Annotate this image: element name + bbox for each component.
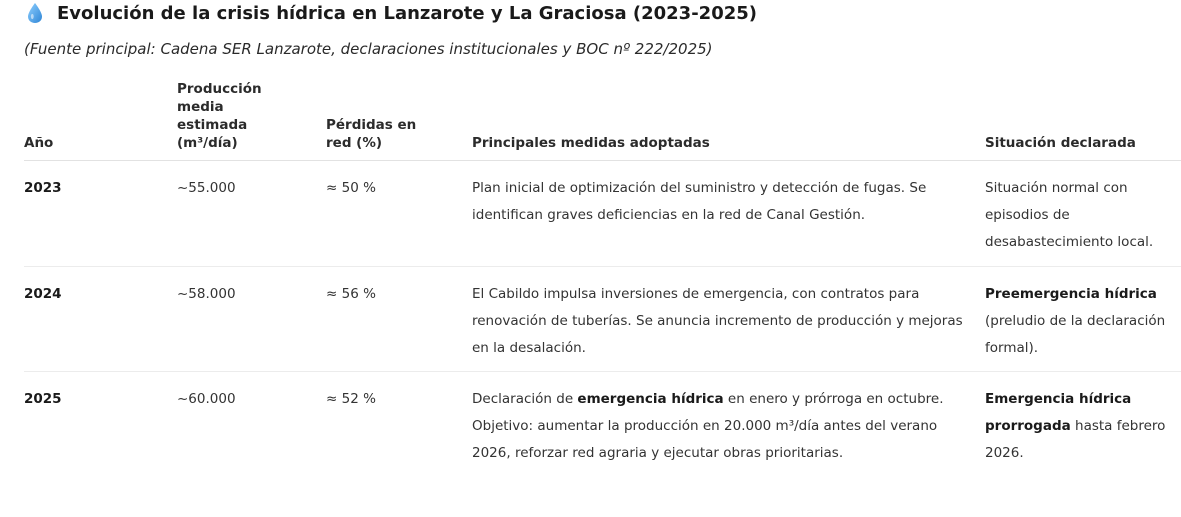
situation-emphasis: Preemergencia hídrica: [985, 286, 1157, 302]
page-title: Evolución de la crisis hídrica en Lanzarote y La Graciosa (2023-2025): [57, 2, 757, 24]
table-row: [24, 267, 1181, 372]
cell-situation: Situación normal con episodios de desabastecimiento local.: [985, 180, 1154, 250]
header-year: Año: [24, 135, 54, 151]
cell-situation: [985, 281, 1181, 362]
table-row: [24, 161, 1181, 267]
measures-detail: en enero y prórroga en octubre. Objetivo: aumentar la producción en 20.000 m³/día antes del verano 2026, reforzar red agraria y ejecutar obras prioritarias.: [472, 391, 944, 461]
cell-production: ~58.000: [177, 286, 236, 302]
situation-emphasis: Emergencia hídrica prorrogada: [985, 391, 1132, 434]
header-production: Producción media estimada (m³/día): [177, 81, 262, 151]
cell-situation: [985, 386, 1181, 467]
cell-losses: ≈ 56 %: [326, 286, 376, 302]
cell-measures: Plan inicial de optimización del suministro y detección de fugas. Se identifican graves deficiencias en la red de Canal Gestión.: [472, 180, 927, 223]
cell-measures: [472, 386, 967, 467]
crisis-table: [24, 78, 1181, 482]
cell-year: 2024: [24, 286, 62, 302]
source-note: (Fuente principal: Cadena SER Lanzarote, declaraciones institucionales y BOC nº 222/2025): [24, 40, 713, 58]
situation-detail: hasta febrero 2026.: [985, 418, 1166, 461]
cell-losses: ≈ 50 %: [326, 180, 376, 196]
table-header: [24, 78, 1181, 161]
cell-year: 2023: [24, 180, 62, 196]
cell-losses: ≈ 52 %: [326, 391, 376, 407]
header-losses: Pérdidas en red (%): [326, 117, 417, 151]
header-situation: Situación declarada: [985, 135, 1136, 151]
cell-measures: El Cabildo impulsa inversiones de emergencia, con contratos para renovación de tuberías. Se anuncia incremento de producción y mejoras en la desalación.: [472, 286, 963, 356]
table-row: [24, 372, 1181, 482]
situation-detail: (preludio de la declaración formal).: [985, 313, 1166, 356]
header-measures: Principales medidas adoptadas: [472, 135, 710, 151]
water-drop-icon: [26, 2, 44, 24]
cell-year: 2025: [24, 391, 62, 407]
measures-intro: Declaración de: [472, 391, 578, 407]
title-row: [26, 1, 757, 25]
measures-emphasis: emergencia hídrica: [577, 391, 724, 407]
cell-production: ~55.000: [177, 180, 236, 196]
cell-production: ~60.000: [177, 391, 236, 407]
